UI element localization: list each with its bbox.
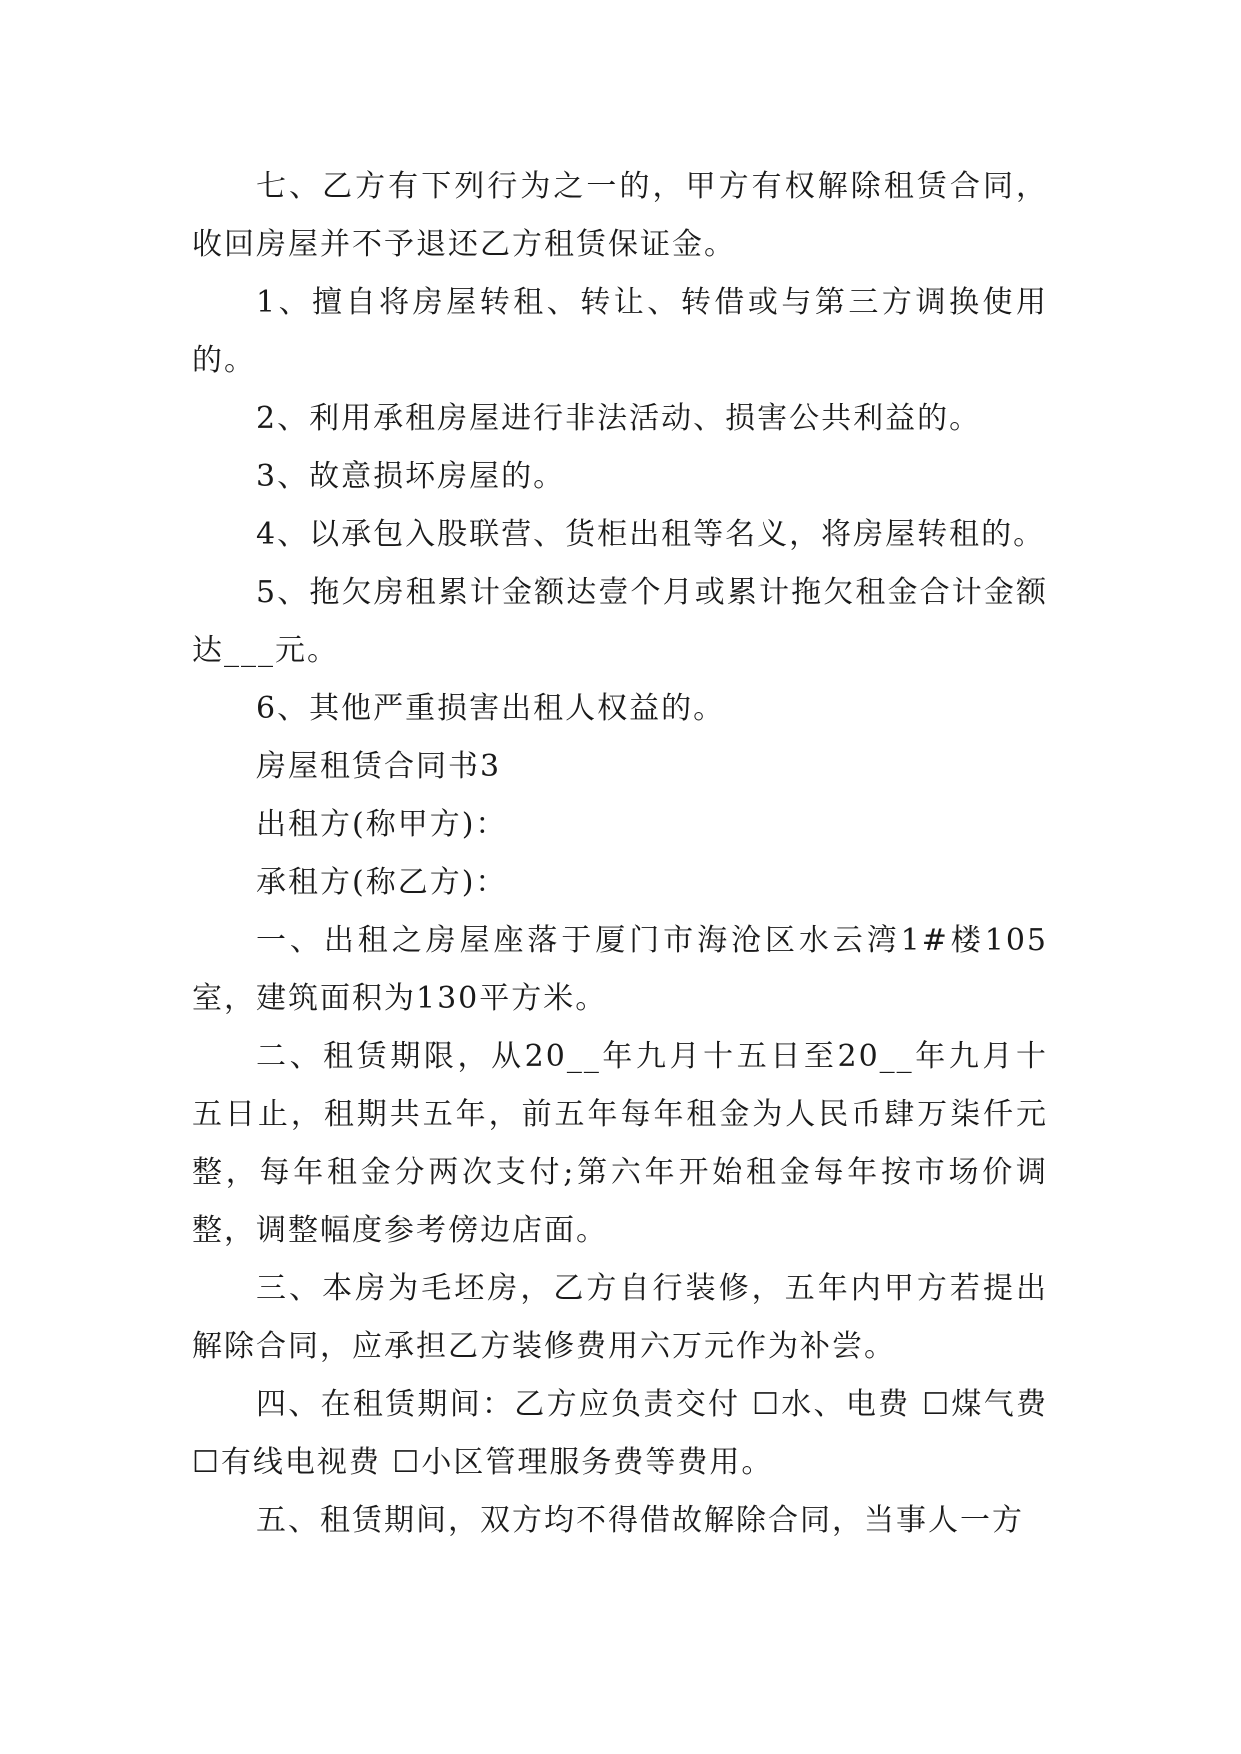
document-body [192,158,1048,1550]
paragraph-item-1: 1、擅自将房屋转租、转让、转借或与第三方调换使用的。 [192,285,1048,378]
lessee-line: 承租方(称乙方)： [256,865,508,900]
paragraph-clause-7: 七、乙方有下列行为之一的，甲方有权解除租赁合同，收回房屋并不予退还乙方租赁保证金。 [192,169,1048,262]
paragraph-item-2: 2、利用承租房屋进行非法活动、损害公共利益的。 [256,401,982,436]
paragraph-article-3: 三、本房为毛坯房，乙方自行装修，五年内甲方若提出解除合同，应承担乙方装修费用六万元作为补尝。 [192,1271,1048,1364]
paragraph-article-2: 二、租赁期限，从20__年九月十五日至20__年九月十五日止，租期共五年，前五年每年租金为人民币肆万柒仟元整，每年租金分两次支付;第六年开始租金每年按市场价调整，调整幅度参考傍边店面。 [192,1039,1048,1248]
paragraph-article-1: 一、出租之房屋座落于厦门市海沧区水云湾1#楼105室，建筑面积为130平方米。 [192,923,1048,1016]
paragraph-item-5: 5、拖欠房租累计金额达壹个月或累计拖欠租金合计金额达___元。 [192,575,1048,668]
paragraph-article-5: 五、租赁期间，双方均不得借故解除合同，当事人一方 [256,1503,1024,1538]
paragraph-item-3: 3、故意损坏房屋的。 [256,459,566,494]
lessor-line: 出租方(称甲方)： [256,807,508,842]
paragraph-item-4: 4、以承包入股联营、货柜出租等名义，将房屋转租的。 [256,517,1046,552]
section-title: 房屋租赁合同书3 [256,749,502,784]
paragraph-article-4: 四、在租赁期间：乙方应负责交付 ☐水、电费 ☐煤气费 ☐有线电视费 ☐小区管理服务费等费用。 [192,1387,1048,1480]
paragraph-item-6: 6、其他严重损害出租人权益的。 [256,691,726,726]
